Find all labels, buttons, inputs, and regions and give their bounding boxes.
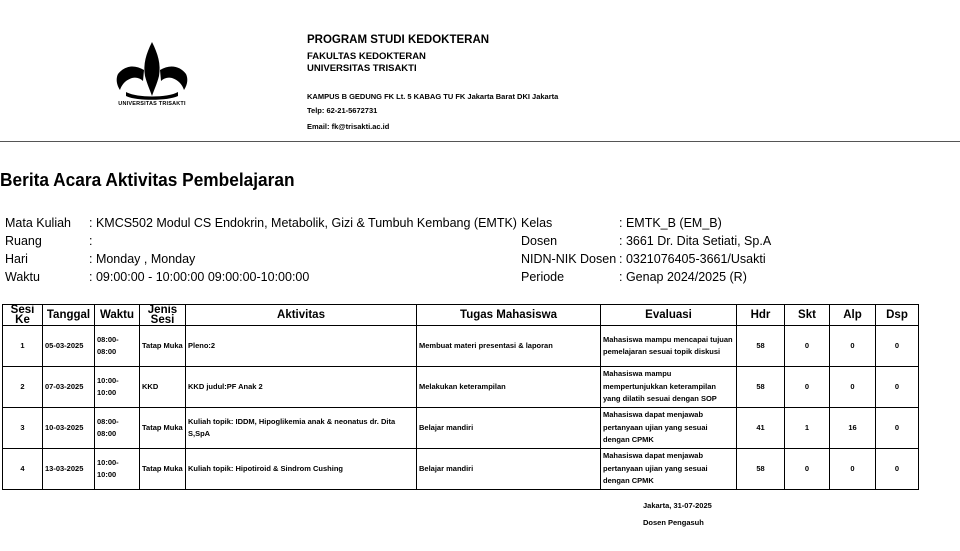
label-waktu: Waktu bbox=[5, 270, 40, 284]
cell-sesi: 2 bbox=[3, 367, 43, 408]
cell-tugas: Membuat materi presentasi & laporan bbox=[417, 326, 601, 367]
program-name: PROGRAM STUDI KEDOKTERAN bbox=[307, 34, 490, 46]
label-dosen: Dosen bbox=[521, 234, 558, 248]
cell-waktu: 08:00-08:00 bbox=[95, 408, 140, 449]
value-hari: : Monday , Monday bbox=[89, 252, 196, 266]
signature-place-date: Jakarta, 31-07-2025 bbox=[643, 501, 712, 510]
cell-tanggal: 07-03-2025 bbox=[43, 367, 95, 408]
header-aktivitas: Aktivitas bbox=[186, 305, 417, 326]
faculty-name: FAKULTAS KEDOKTERAN bbox=[307, 51, 426, 62]
label-ruang: Ruang bbox=[5, 234, 42, 248]
value-waktu: : 09:00:00 - 10:00:00 09:00:00-10:00:00 bbox=[89, 270, 310, 284]
label-kelas: Kelas bbox=[521, 216, 553, 230]
cell-hdr: 41 bbox=[737, 408, 785, 449]
header-tugas: Tugas Mahasiswa bbox=[417, 305, 601, 326]
cell-skt: 1 bbox=[785, 408, 830, 449]
cell-hdr: 58 bbox=[737, 326, 785, 367]
cell-aktivitas: KKD judul:PF Anak 2 bbox=[186, 367, 417, 408]
cell-evaluasi: Mahasiswa dapat menjawab pertanyaan ujian yang sesuai dengan CPMK bbox=[601, 408, 737, 449]
email-address: Email: fk@trisakti.ac.id bbox=[307, 122, 390, 131]
cell-dsp: 0 bbox=[876, 449, 919, 490]
table-row bbox=[3, 408, 919, 449]
cell-aktivitas: Pleno:2 bbox=[186, 326, 417, 367]
cell-dsp: 0 bbox=[876, 326, 919, 367]
header-jenis-sesi: Jenis Sesi bbox=[140, 305, 186, 326]
header-evaluasi: Evaluasi bbox=[601, 305, 737, 326]
header-alp: Alp bbox=[830, 305, 876, 326]
cell-alp: 0 bbox=[830, 326, 876, 367]
logo-caption: UNIVERSITAS TRISAKTI bbox=[118, 101, 186, 107]
cell-aktivitas: Kuliah topik: Hipotiroid & Sindrom Cushing bbox=[186, 449, 417, 490]
cell-alp: 0 bbox=[830, 367, 876, 408]
table-row bbox=[3, 367, 919, 408]
cell-tugas: Belajar mandiri bbox=[417, 449, 601, 490]
header-tanggal: Tanggal bbox=[43, 305, 95, 326]
cell-tanggal: 10-03-2025 bbox=[43, 408, 95, 449]
cell-aktivitas: Kuliah topik: IDDM, Hipoglikemia anak & neonatus dr. Dita S,SpA bbox=[186, 408, 417, 449]
cell-evaluasi: Mahasiswa mampu mempertunjukkan keterampilan yang dilatih sesuai dengan SOP bbox=[601, 367, 737, 408]
value-nidn: : 0321076405-3661/Usakti bbox=[619, 252, 766, 266]
cell-waktu: 10:00-10:00 bbox=[95, 367, 140, 408]
signature-role: Dosen Pengasuh bbox=[643, 518, 704, 527]
activity-table bbox=[2, 304, 919, 490]
cell-alp: 0 bbox=[830, 449, 876, 490]
table-row bbox=[3, 449, 919, 490]
phone-number: Telp: 62-21-5672731 bbox=[307, 106, 378, 115]
label-nidn: NIDN-NIK Dosen bbox=[521, 252, 617, 266]
cell-skt: 0 bbox=[785, 449, 830, 490]
cell-jenis-sesi: KKD bbox=[140, 367, 186, 408]
cell-sesi: 3 bbox=[3, 408, 43, 449]
label-mata-kuliah: Mata Kuliah bbox=[5, 216, 72, 230]
cell-skt: 0 bbox=[785, 326, 830, 367]
cell-dsp: 0 bbox=[876, 367, 919, 408]
cell-tugas: Belajar mandiri bbox=[417, 408, 601, 449]
cell-evaluasi: Mahasiswa mampu mencapai tujuan pemelajaran sesuai topik diskusi bbox=[601, 326, 737, 367]
document-title: Berita Acara Aktivitas Pembelajaran bbox=[0, 170, 295, 190]
campus-address: KAMPUS B GEDUNG FK Lt. 5 KABAG TU FK Jakarta Barat DKI Jakarta bbox=[307, 92, 559, 101]
header-divider bbox=[0, 141, 960, 142]
cell-evaluasi: Mahasiswa dapat menjawab pertanyaan ujian yang sesuai dengan CPMK bbox=[601, 449, 737, 490]
cell-skt: 0 bbox=[785, 367, 830, 408]
value-dosen: : 3661 Dr. Dita Setiati, Sp.A bbox=[619, 234, 772, 248]
value-ruang: : bbox=[89, 234, 93, 248]
header-dsp: Dsp bbox=[876, 305, 919, 326]
cell-hdr: 58 bbox=[737, 367, 785, 408]
cell-waktu: 10:00-10:00 bbox=[95, 449, 140, 490]
cell-tugas: Melakukan keterampilan bbox=[417, 367, 601, 408]
label-periode: Periode bbox=[521, 270, 565, 284]
header-sesi: Sesi Ke bbox=[3, 305, 43, 326]
label-hari: Hari bbox=[5, 252, 28, 266]
value-mata-kuliah: : KMCS502 Modul CS Endokrin, Metabolik, Gizi & Tumbuh Kembang (EMTK) bbox=[89, 216, 517, 230]
cell-sesi: 1 bbox=[3, 326, 43, 367]
university-name: UNIVERSITAS TRISAKTI bbox=[307, 63, 417, 74]
table-row bbox=[3, 326, 919, 367]
table-header-row bbox=[3, 305, 919, 326]
header-waktu: Waktu bbox=[95, 305, 140, 326]
cell-waktu: 08:00-08:00 bbox=[95, 326, 140, 367]
cell-jenis-sesi: Tatap Muka bbox=[140, 449, 186, 490]
value-periode: : Genap 2024/2025 (R) bbox=[619, 270, 747, 284]
cell-tanggal: 13-03-2025 bbox=[43, 449, 95, 490]
cell-tanggal: 05-03-2025 bbox=[43, 326, 95, 367]
value-kelas: : EMTK_B (EM_B) bbox=[619, 216, 722, 230]
cell-hdr: 58 bbox=[737, 449, 785, 490]
cell-dsp: 0 bbox=[876, 408, 919, 449]
cell-jenis-sesi: Tatap Muka bbox=[140, 326, 186, 367]
cell-alp: 16 bbox=[830, 408, 876, 449]
cell-jenis-sesi: Tatap Muka bbox=[140, 408, 186, 449]
header-skt: Skt bbox=[785, 305, 830, 326]
header-hdr: Hdr bbox=[737, 305, 785, 326]
cell-sesi: 4 bbox=[3, 449, 43, 490]
